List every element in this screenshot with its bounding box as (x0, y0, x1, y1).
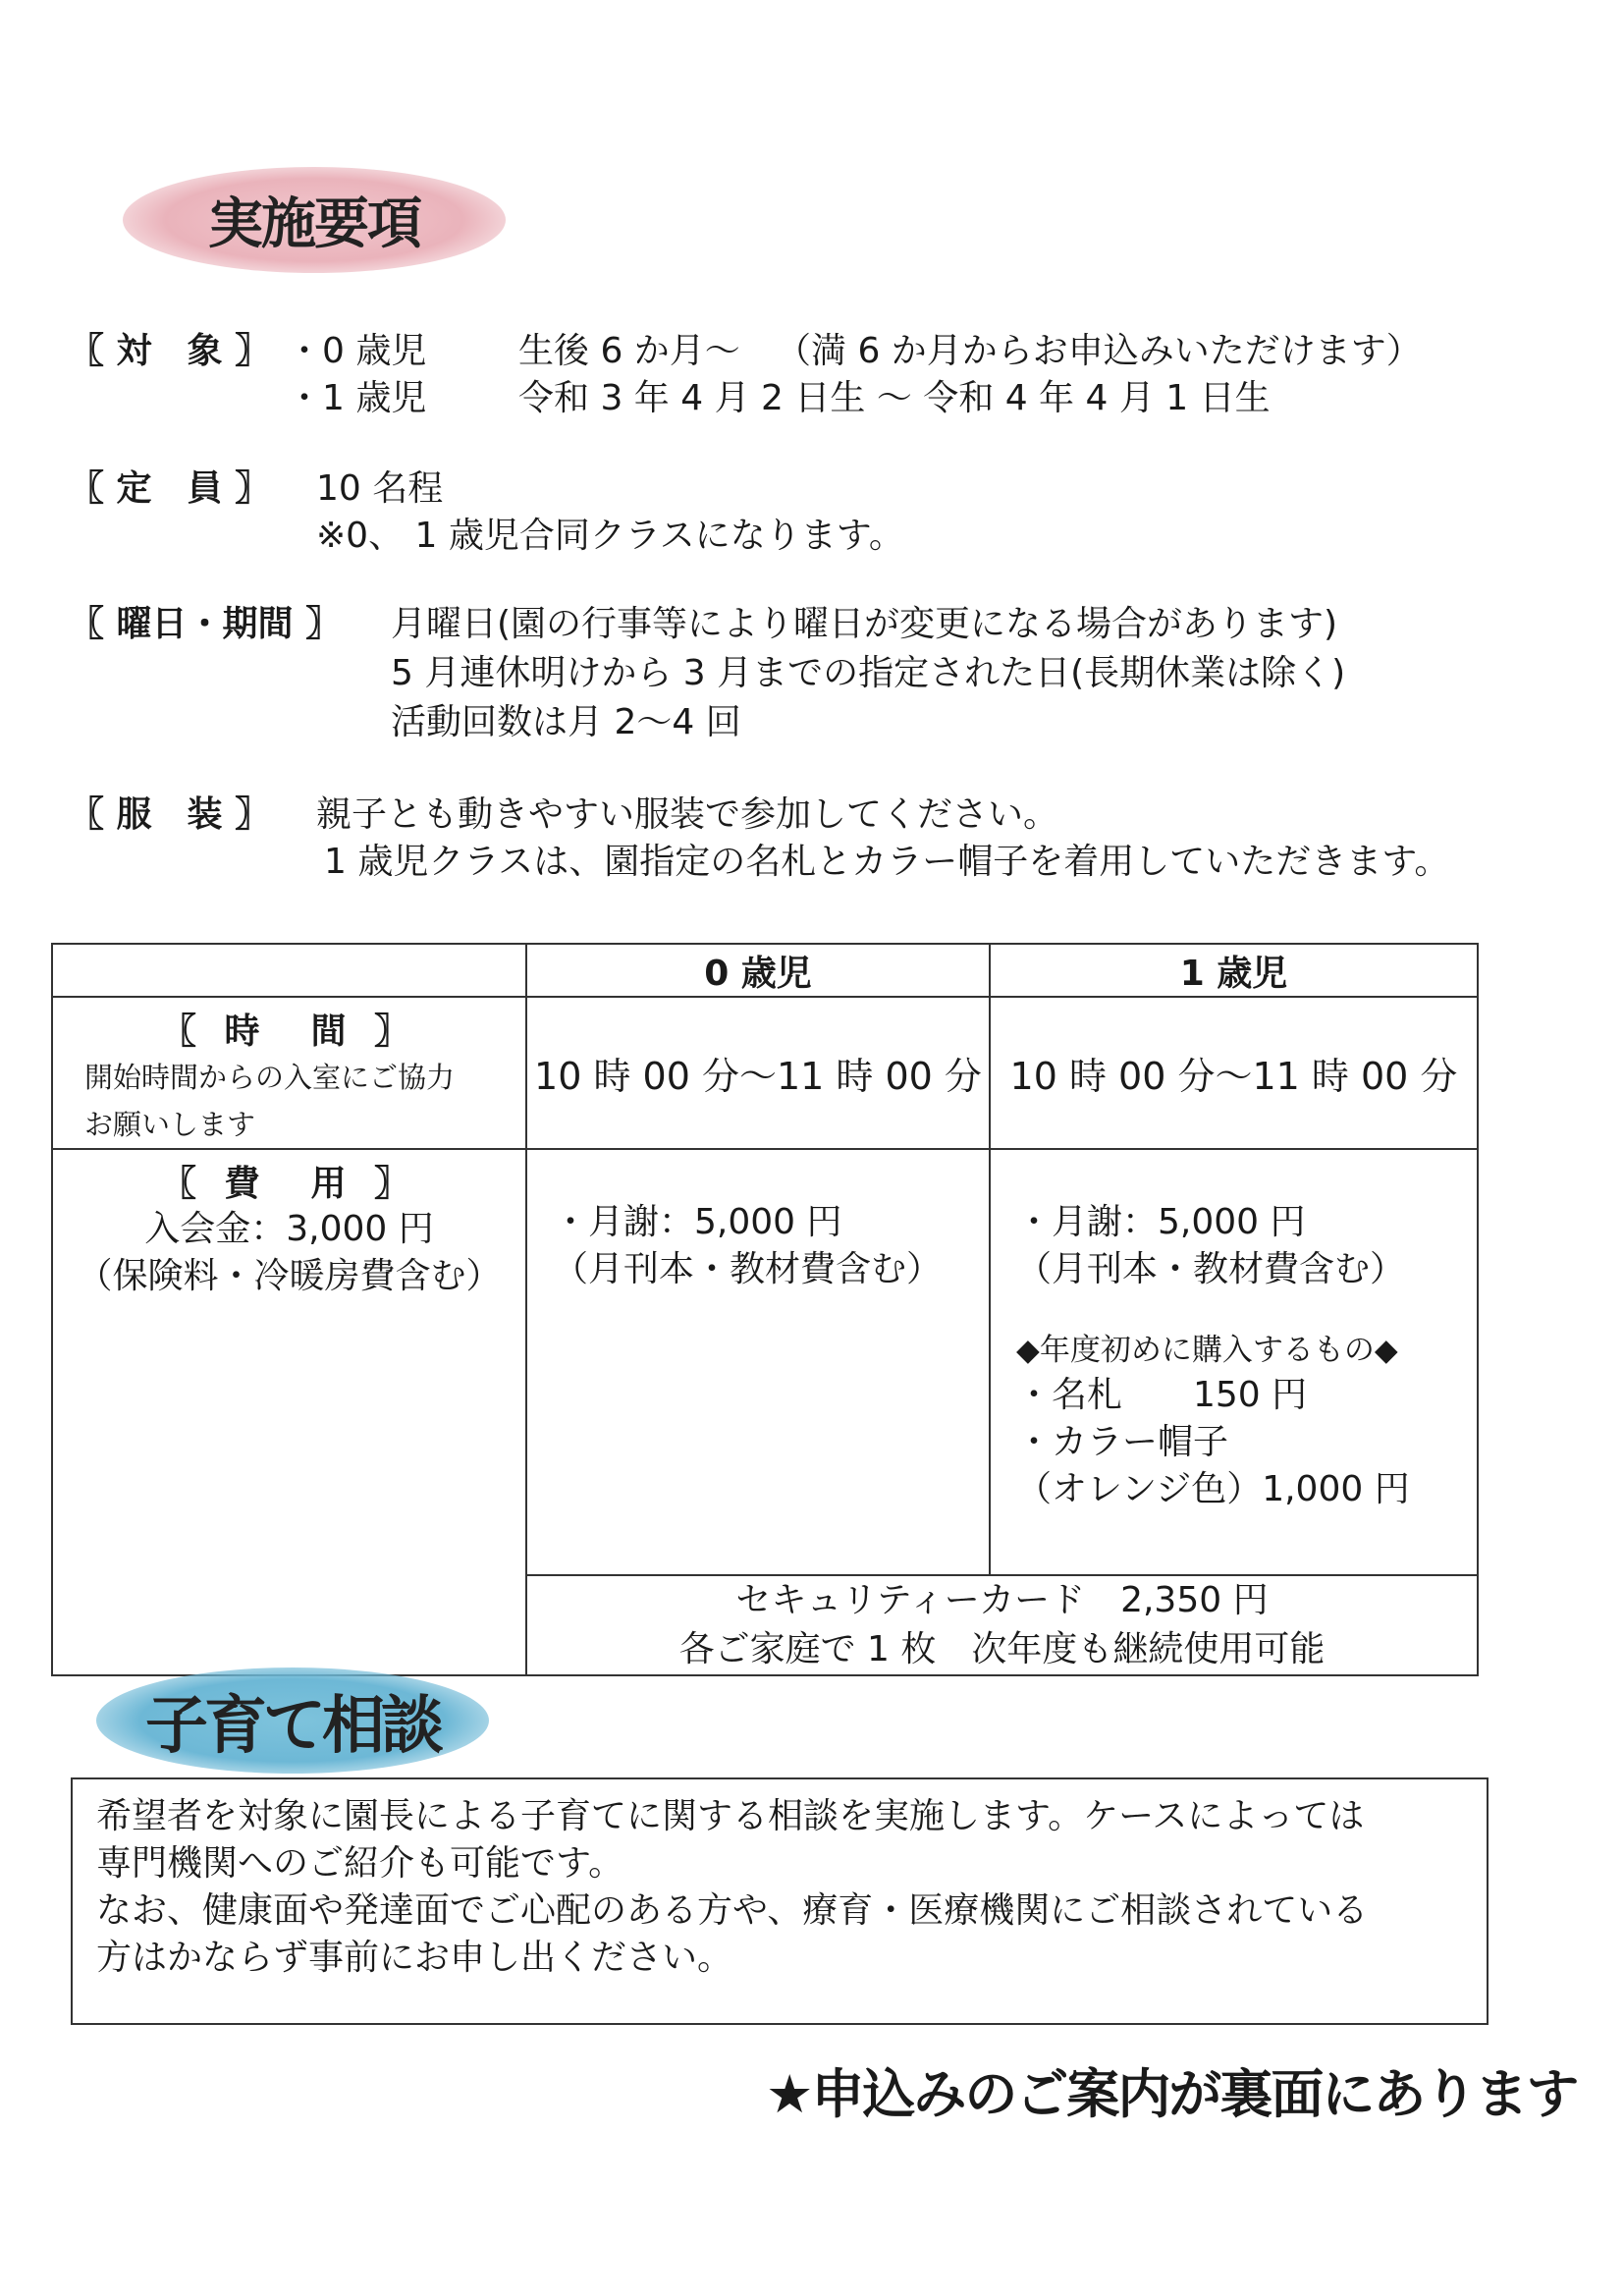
consult-line-1: 希望者を対象に園長による子育てに関する相談を実施します。ケースによっては (96, 1796, 1365, 1836)
time-title: 〖 時 間 〗 (160, 1011, 418, 1052)
clothing-line-1: 親子とも動きやすい服装で参加してください。 (316, 794, 1059, 835)
time-note-2: お願いします (84, 1108, 256, 1141)
time-age-0: 10 時 00 分～11 時 00 分 (526, 997, 990, 1149)
fee-age-0-note: （月刊本・教材費含む） (553, 1249, 943, 1289)
security-card-line-2: 各ご家庭で 1 枚 次年度も継続使用可能 (678, 1629, 1326, 1669)
time-age-1: 10 時 00 分～11 時 00 分 (990, 997, 1478, 1149)
schedule-line-1: 月曜日(園の行事等により曜日が変更になる場合があります) (391, 604, 1338, 644)
clothing-label: 〖 服 装 〗 (69, 794, 271, 835)
target-age-1: ・1 歳児 (287, 378, 427, 418)
fee-age-0-monthly: ・月謝：5,000 円 (553, 1202, 842, 1242)
capacity-label: 〖 定 員 〗 (69, 468, 271, 509)
target-label: 〖 対 象 〗 (69, 331, 271, 371)
fee-age-1-cap: ・カラー帽子 (1016, 1422, 1229, 1462)
schedule-line-2: 5 月連休明けから 3 月までの指定された日(長期休業は除く) (391, 653, 1346, 693)
capacity-value: 10 名程 (316, 468, 444, 509)
target-range-0: 生後 6 か月～ (518, 331, 740, 371)
consult-line-3: なお、健康面や発達面でご心配のある方や、療育・医療機関にご相談されている (96, 1890, 1369, 1931)
footer-note: ★申込みのご案内が裏面にあります (766, 2063, 1578, 2125)
fee-join-note: （保険料・冷暖房費含む） (77, 1256, 502, 1296)
fee-age-1-purchase-title: ◆年度初めに購入するもの◆ (1016, 1333, 1398, 1368)
fee-age-1-name-tag: ・名札 150 円 (1016, 1375, 1308, 1415)
fee-age-1-monthly: ・月謝：5,000 円 (1016, 1202, 1306, 1242)
fee-title: 〖 費 用 〗 (160, 1164, 418, 1204)
consult-line-2: 専門機関へのご紹介も可能です。 (96, 1843, 624, 1884)
time-note-1: 開始時間からの入室にご協力 (84, 1061, 456, 1094)
security-card-line-1: セキュリティーカード 2,350 円 (735, 1580, 1269, 1620)
fee-age-0-cell (526, 1149, 990, 1575)
target-range-1: 令和 3 年 4 月 2 日生 ～ 令和 4 年 4 月 1 日生 (518, 378, 1271, 418)
capacity-note: ※0、 1 歳児合同クラスになります。 (316, 516, 904, 556)
fee-join: 入会金：3,000 円 (144, 1209, 434, 1249)
schedule-label: 〖 曜日・期間 〗 (69, 604, 342, 644)
section-title-implementation: 実施要項 (123, 167, 506, 273)
security-card-cell (526, 1575, 1478, 1675)
fee-table (51, 943, 1479, 1676)
target-note-0: （満 6 か月からお申込みいただけます） (776, 331, 1422, 371)
section-title-consultation: 子育て相談 (96, 1667, 489, 1774)
target-age-0: ・0 歳児 (287, 331, 427, 371)
column-header-age-1: 1 歳児 (990, 944, 1478, 997)
consultation-box (71, 1777, 1489, 2025)
table-corner-cell (52, 944, 526, 997)
fee-label-cell (52, 1149, 526, 1675)
fee-age-1-note: （月刊本・教材費含む） (1016, 1249, 1406, 1289)
consult-line-4: 方はかならず事前にお申し出ください。 (96, 1938, 733, 1978)
fee-age-1-cell (990, 1149, 1478, 1575)
clothing-line-2: 1 歳児クラスは、園指定の名札とカラー帽子を着用していただきます。 (324, 842, 1450, 882)
column-header-age-0: 0 歳児 (526, 944, 990, 997)
time-label-cell (52, 997, 526, 1149)
fee-age-1-cap-price: （オレンジ色）1,000 円 (1016, 1469, 1410, 1509)
schedule-line-3: 活動回数は月 2～4 回 (391, 702, 741, 742)
